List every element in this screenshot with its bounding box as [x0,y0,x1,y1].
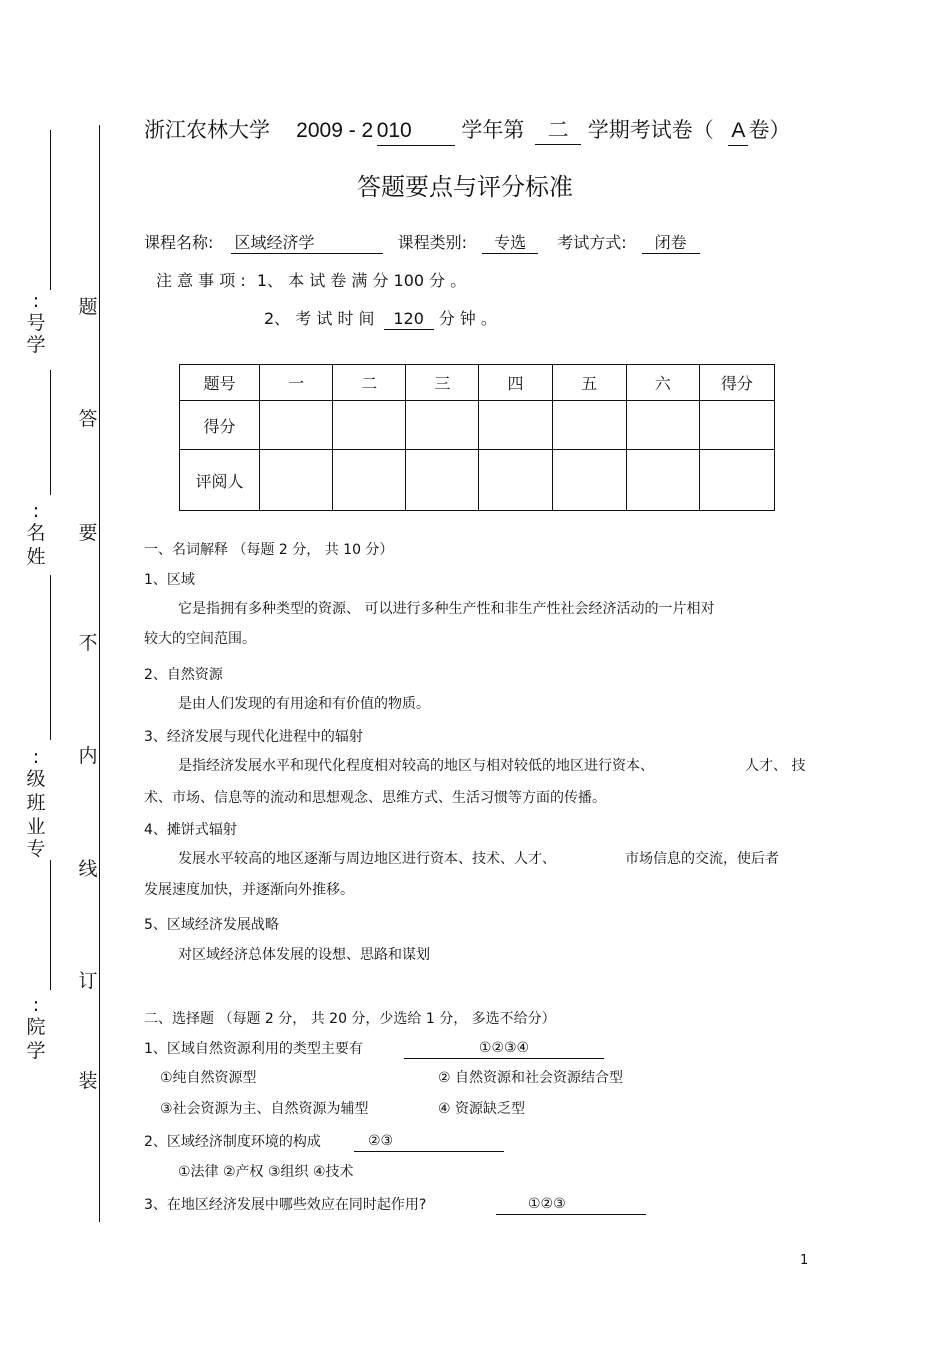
answer-text: 市场信息的交流，使后者 [625,851,779,867]
answer-text: 它是指拥有多种类型的资源、 可以进行多种生产性和非生产性社会经济活动的一片相对 [178,601,715,617]
binding-warning-char: 要 [78,522,98,544]
year-start: 2009 - 2 [296,119,374,142]
answer-text: 对区域经济总体发展的设想、思路和谋划 [178,947,430,963]
notes-line-1 [156,270,466,292]
binding-label-char: : [32,500,40,522]
table-header-cell: 六 [626,365,699,401]
course-type-label: 课程类别: [397,233,467,252]
binding-line [50,130,51,290]
binding-label-char: 号 [26,312,46,334]
binding-label-char: 学 [26,1040,46,1062]
university-name: 浙江农林大学 [144,118,270,142]
answer-value: ①②③ [496,1194,646,1215]
course-name-label: 课程名称: [144,233,214,252]
reviewer-cell[interactable] [333,450,406,511]
score-cell[interactable] [260,401,333,450]
answer-blank [496,1194,646,1215]
table-header-cell: 五 [552,365,626,401]
section-1-title: 一、名词解释 （每题 2 分， 共 10 分） [144,542,394,558]
table-row [180,365,775,401]
binding-label-char: 业 [26,816,46,838]
question-title: 4、摊饼式辐射 [144,822,237,838]
binding-label-char: : [32,290,40,312]
binding-label-char: 班 [26,792,46,814]
binding-label-char: 级 [26,768,46,790]
notes-line-2 [264,308,497,330]
question-text: 2、区域经济制度环境的构成 [144,1134,321,1150]
question-title: 2、自然资源 [144,667,223,683]
paper-label: 卷） [748,118,791,142]
score-table [179,364,775,511]
question-title: 1、区域 [144,572,195,588]
answer-text: 发展速度加快，并逐渐向外推移。 [144,882,354,898]
binding-warning-char: 装 [78,1070,98,1092]
answer-text: 是由人们发现的有用途和有价值的物质。 [178,696,430,712]
binding-label-char: 院 [26,1016,46,1038]
paper-value: A [728,117,748,146]
option-text: ①法律 ②产权 ③组织 ④技术 [178,1164,354,1180]
answer-text: 术、市场、信息等的流动和思想观念、思维方式、生活习惯等方面的传播。 [144,790,606,806]
option-text: ①纯自然资源型 [160,1070,257,1086]
table-row [180,450,775,511]
table-header-cell: 二 [333,365,406,401]
row-label-reviewer: 评阅人 [180,450,260,511]
table-header-cell: 三 [406,365,479,401]
binding-line [50,370,51,495]
binding-line [50,575,51,740]
table-header-cell: 四 [479,365,552,401]
table-header-cell: 一 [260,365,333,401]
binding-line [50,860,51,990]
answer-text: 较大的空间范围。 [144,631,256,647]
course-name-value: 区域经济学 [231,233,383,254]
question-title: 3、经济发展与现代化进程中的辐射 [144,729,363,745]
score-cell[interactable] [552,401,626,450]
section-2-title: 二、选择题 （每题 2 分， 共 20 分，少选给 1 分， 多选不给分） [144,1011,556,1027]
notes-item-2-suffix: 分 钟 。 [438,309,497,328]
year-label: 学年第 [461,118,525,142]
answer-value: ①②③④ [404,1038,604,1059]
score-cell[interactable] [626,401,699,450]
binding-warning-char: 答 [78,408,98,430]
year-end: 010 [377,117,455,146]
option-text: ② 自然资源和社会资源结合型 [438,1070,624,1086]
term-label: 学期考试卷（ [587,118,714,142]
notes-label: 注 意 事 项 : [156,271,246,290]
exam-mode-label: 考试方式: [557,233,627,252]
reviewer-cell[interactable] [260,450,333,511]
table-row [180,401,775,450]
reviewer-cell[interactable] [552,450,626,511]
binding-label-char: : [32,994,40,1016]
binding-warning-char: 订 [78,970,98,992]
option-text: ③社会资源为主、自然资源为辅型 [160,1101,369,1117]
exam-mode-value: 闭卷 [642,233,700,254]
question-text: 3、在地区经济发展中哪些效应在同时起作用? [144,1197,427,1213]
binding-warning-char: 线 [78,858,98,880]
table-header-cell: 题号 [180,365,260,401]
reviewer-cell[interactable] [406,450,479,511]
course-type-value: 专选 [482,233,538,254]
binding-label-char: : [32,746,40,768]
answer-blank [354,1131,504,1152]
exam-header [144,116,790,146]
page-number: 1 [800,1253,809,1268]
score-cell[interactable] [699,401,774,450]
reviewer-cell[interactable] [699,450,774,511]
term-value: 二 [535,116,581,145]
binding-warning-char: 不 [78,632,98,654]
course-info [144,232,700,254]
table-header-cell: 得分 [699,365,774,401]
question-title: 5、区域经济发展战略 [144,917,279,933]
answer-text: 是指经济发展水平和现代化程度相对较高的地区与相对较低的地区进行资本、 [178,758,654,774]
binding-label-char: 专 [26,838,46,860]
binding-label-char: 名 [26,522,46,544]
binding-warning-char: 内 [78,745,98,767]
score-cell[interactable] [406,401,479,450]
question-text: 1、区域自然资源利用的类型主要有 [144,1041,363,1057]
score-cell[interactable] [333,401,406,450]
reviewer-cell[interactable] [626,450,699,511]
reviewer-cell[interactable] [479,450,552,511]
answer-text: 人才、 技 [745,758,806,774]
exam-duration-value: 120 [384,309,434,330]
binding-warning-char: 题 [78,296,98,318]
answer-blank [404,1038,604,1059]
answer-value: ②③ [354,1131,504,1152]
option-text: ④ 资源缺乏型 [438,1101,526,1117]
score-cell[interactable] [479,401,552,450]
row-label-score: 得分 [180,401,260,450]
notes-item-1: 1、 本 试 卷 满 分 100 分 。 [256,271,467,290]
notes-item-2-prefix: 2、 考 试 时 间 [264,309,375,328]
page-title: 答题要点与评分标准 [357,173,573,201]
binding-label-char: 姓 [26,546,46,568]
binding-label-char: 学 [26,334,46,356]
binding-divider [99,125,100,1222]
answer-text: 发展水平较高的地区逐渐与周边地区进行资本、技术、人才、 [178,851,556,867]
